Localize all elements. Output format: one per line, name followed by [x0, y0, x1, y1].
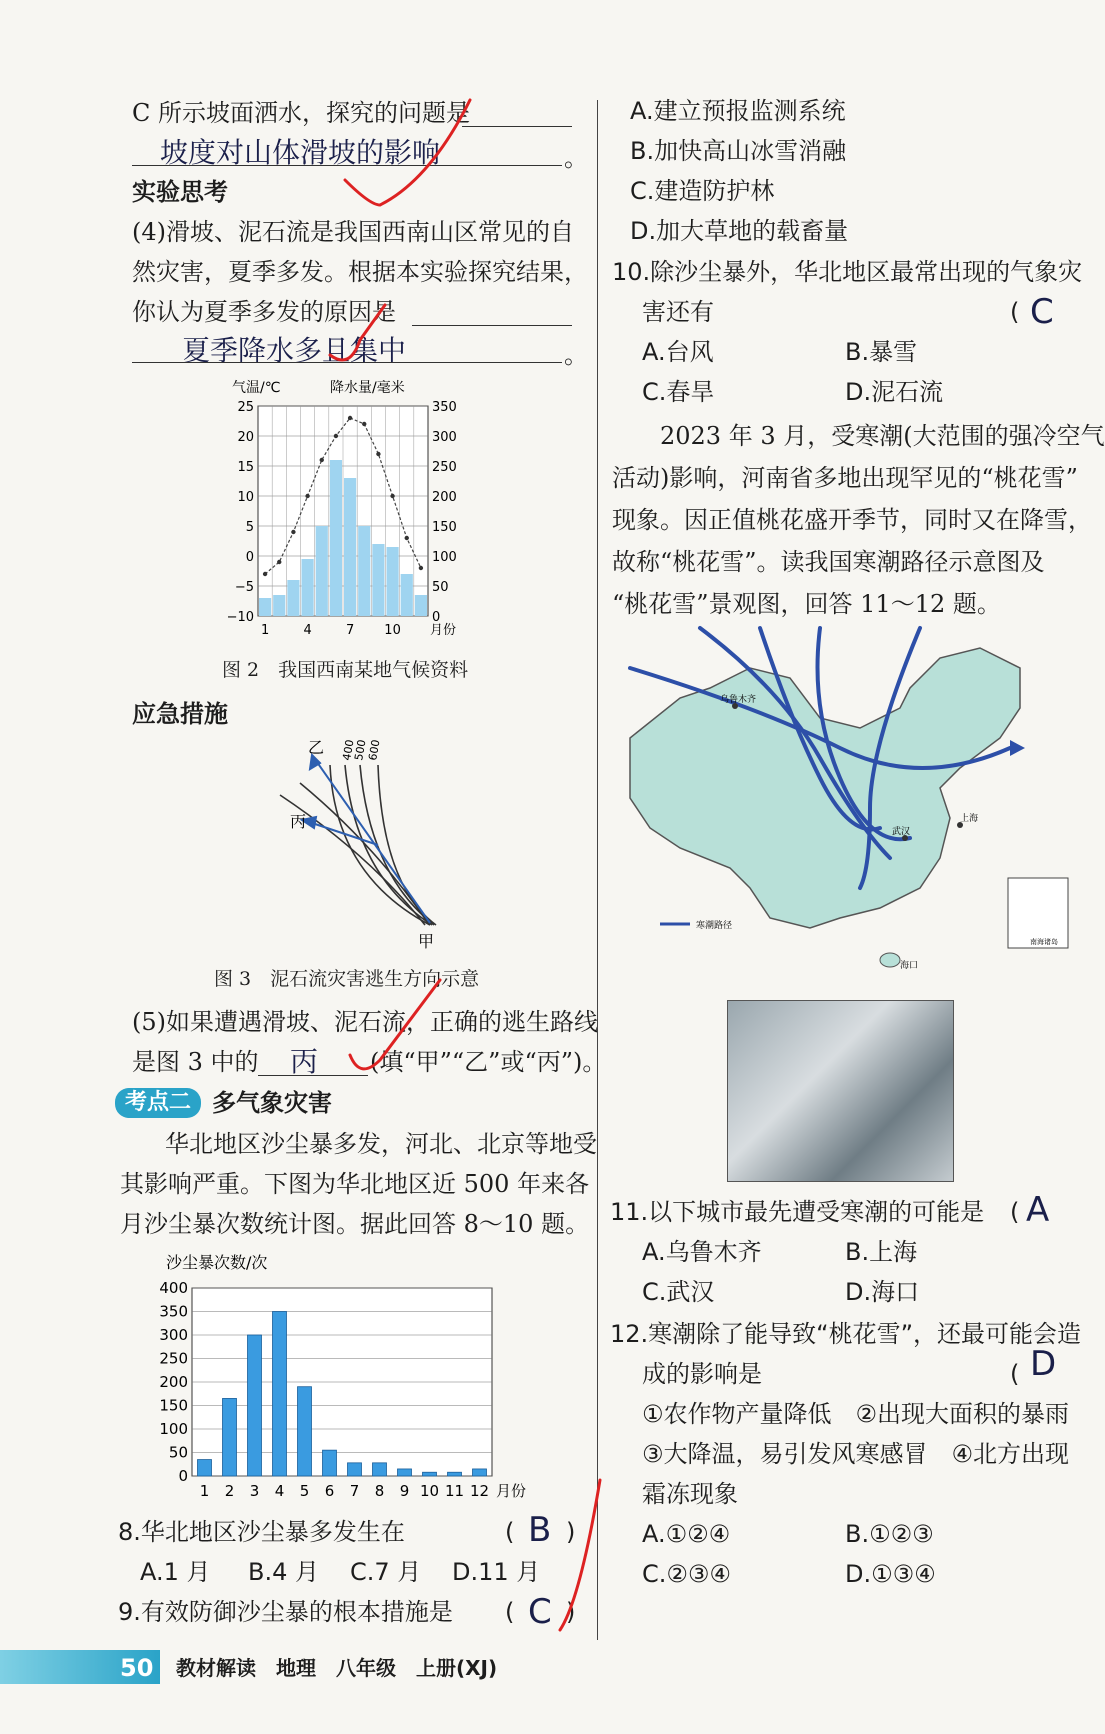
map-label-haikou: 海口: [900, 961, 919, 971]
temperature-point: [291, 530, 295, 534]
precip-bar: [344, 478, 356, 616]
temperature-point: [348, 416, 352, 420]
q5-suffix: (填“甲”“乙”或“丙”)。: [370, 1048, 607, 1076]
x-tick-label: 1: [260, 623, 270, 638]
precip-tick-label: 0: [432, 610, 441, 625]
temp-tick-label: 15: [237, 460, 254, 475]
precip-bar: [372, 544, 384, 616]
dust-bar: [373, 1463, 387, 1476]
x-tick-label: 8: [374, 1482, 385, 1500]
map-legend-label: 寒潮路径: [696, 921, 733, 931]
dust-bar: [448, 1472, 462, 1476]
column-divider: [597, 100, 598, 1640]
passage-line5: “桃花雪”景观图，回答 11～12 题。: [612, 590, 1001, 618]
y-tick-label: 0: [178, 1467, 188, 1485]
contour-line: [360, 765, 434, 925]
q12-handwritten-answer: D: [1030, 1344, 1057, 1384]
precip-axis-label: 降水量/毫米: [330, 380, 405, 396]
paren-close: ): [566, 1598, 576, 1626]
q12-items-line3: 霜冻现象: [642, 1480, 738, 1508]
temperature-point: [277, 560, 281, 564]
precip-bar: [287, 580, 299, 616]
q12-option-b: B.①②③: [845, 1520, 934, 1548]
dust-bar: [248, 1335, 262, 1476]
inset-label: 南海诸岛: [1030, 938, 1058, 946]
q11-stem: 11.以下城市最先遭受寒潮的可能是: [610, 1198, 985, 1226]
dust-bar: [348, 1463, 362, 1476]
y-tick-label: 250: [159, 1349, 188, 1368]
temp-tick-label: −10: [226, 610, 254, 625]
q4-line2: 然灾害，夏季多发。根据本实验探究结果，: [132, 258, 588, 286]
passage-line2: 活动)影响，河南省多地出现罕见的“桃花雪”: [612, 464, 1078, 492]
x-tick-label: 1: [199, 1482, 210, 1500]
peach-snow-photo: [727, 1000, 954, 1182]
temp-axis-label: 气温/℃: [232, 380, 281, 396]
x-tick-label: 6: [324, 1482, 335, 1500]
climate-chart: [226, 378, 500, 648]
x-tick-label: 2: [224, 1482, 235, 1500]
x-tick-label: 10: [419, 1482, 440, 1500]
paren-open: (: [505, 1598, 515, 1626]
q4-line1: (4)滑坡、泥石流是我国西南山区常见的自: [132, 218, 574, 246]
y-tick-label: 50: [168, 1443, 188, 1462]
precip-tick-label: 200: [432, 490, 457, 505]
precip-tick-label: 100: [432, 550, 457, 565]
passage-line3: 现象。因正值桃花盛开季节，同时又在降雪，: [612, 506, 1092, 534]
precip-bar: [273, 595, 285, 616]
x-tick-label: 4: [274, 1482, 285, 1500]
x-tick-label: 4: [303, 623, 312, 638]
dust-bar: [198, 1460, 212, 1476]
contour-label: 600: [366, 738, 383, 762]
map-label-shanghai: 上海: [960, 814, 979, 824]
map-label-urumqi: 乌鲁木齐: [720, 695, 757, 705]
x-tick-label: 10: [384, 623, 401, 638]
temp-tick-label: 20: [237, 430, 254, 445]
arrow-head: [310, 755, 320, 769]
intro-line1: 华北地区沙尘暴多发，河北、北京等地受: [165, 1130, 597, 1158]
figure3-caption: 图 3 泥石流灾害逃生方向示意: [214, 968, 480, 990]
temp-tick-label: 0: [245, 550, 254, 565]
precip-bar: [302, 559, 314, 616]
precip-bar: [259, 598, 271, 616]
x-tick-label: 11: [444, 1482, 465, 1500]
q10-option-a: A.台风: [642, 338, 714, 366]
paren-open: (: [1010, 1360, 1020, 1388]
temperature-point: [419, 566, 423, 570]
y-tick-label: 300: [159, 1326, 188, 1344]
q8-option-a: A.1 月: [140, 1558, 211, 1586]
q8-option-c: C.7 月: [350, 1558, 422, 1586]
intro-line2: 其影响严重。下图为华北地区近 500 年来各: [120, 1170, 590, 1198]
x-tick-label: 7: [349, 1482, 360, 1500]
dust-storm-chart: [150, 1250, 570, 1510]
q10-option-c: C.春旱: [642, 378, 715, 406]
section-badge: 考点二: [115, 1088, 201, 1118]
answer-line: [412, 325, 572, 326]
q8-stem: 8.华北地区沙尘暴多发生在: [118, 1518, 405, 1546]
label-bing: 丙: [290, 812, 307, 831]
y-tick-label: 200: [159, 1373, 188, 1391]
q5-handwritten-answer: 丙: [290, 1045, 319, 1078]
q9-option-c: C.建造防护林: [630, 177, 775, 205]
q12-items-line1: ①农作物产量降低 ②出现大面积的暴雨: [642, 1400, 1070, 1428]
contour-line: [378, 765, 436, 925]
paren-close: ): [566, 1518, 576, 1546]
temperature-point: [320, 458, 324, 462]
dust-bar: [473, 1469, 487, 1476]
temp-tick-label: −5: [234, 580, 254, 595]
q9-handwritten-answer: C: [528, 1592, 552, 1632]
q10-line1: 10.除沙尘暴外，华北地区最常出现的气象灾: [612, 258, 1083, 286]
y-tick-label: 350: [159, 1302, 188, 1321]
precip-bar: [330, 460, 342, 616]
q9-option-b: B.加快高山冰雪消融: [630, 137, 847, 165]
q9-option-a: A.建立预报监测系统: [630, 97, 846, 125]
contour-label: 500: [352, 738, 369, 762]
x-tick-label: 12: [469, 1482, 490, 1500]
temperature-point: [263, 572, 267, 576]
paren-open: (: [1010, 1198, 1020, 1226]
period: 。: [564, 144, 588, 172]
precip-bar: [415, 595, 427, 616]
escape-arrow-yi: [312, 755, 430, 923]
q12-line1: 12.寒潮除了能导致“桃花雪”，还最可能会造: [610, 1320, 1082, 1348]
answer-line: [132, 362, 562, 363]
q10-option-d: D.泥石流: [845, 378, 944, 406]
q10-option-b: B.暴雪: [845, 338, 918, 366]
q11-option-d: D.海口: [845, 1278, 920, 1306]
x-tick-label: 3: [249, 1482, 260, 1500]
q8-option-b: B.4 月: [248, 1558, 319, 1586]
dust-bar: [398, 1469, 412, 1476]
x-tick-label: 9: [399, 1482, 410, 1500]
precip-bar: [401, 574, 413, 616]
x-tick-label: 7: [345, 623, 355, 638]
q8-option-d: D.11 月: [452, 1558, 541, 1586]
q9-option-d: D.加大草地的载畜量: [630, 217, 849, 245]
q12-option-c: C.②③④: [642, 1560, 731, 1588]
q5-line1: (5)如果遭遇滑坡、泥石流，正确的逃生路线: [132, 1008, 598, 1036]
x-axis-label: 月份: [430, 623, 457, 638]
dust-bar: [298, 1387, 312, 1476]
q8-handwritten-answer: B: [528, 1510, 552, 1550]
temperature-point: [390, 494, 394, 498]
paren-open: (: [1010, 298, 1020, 326]
precip-tick-label: 50: [432, 580, 449, 595]
q11-handwritten-answer: A: [1026, 1190, 1050, 1230]
q3-prefix: C 所示坡面洒水，探究的问题是: [132, 99, 470, 127]
q5-prefix: 是图 3 中的: [132, 1048, 259, 1076]
passage-line1: 2023 年 3 月，受寒潮(大范围的强冷空气: [660, 422, 1105, 450]
precip-tick-label: 350: [432, 400, 457, 415]
precip-tick-label: 250: [432, 460, 457, 475]
section-title: 多气象灾害: [212, 1089, 332, 1117]
cold-wave-map: [620, 628, 1080, 988]
y-tick-label: 400: [159, 1279, 188, 1297]
precip-tick-label: 300: [432, 430, 457, 445]
answer-line: [132, 165, 562, 166]
precip-bar: [316, 526, 328, 616]
temperature-point: [405, 536, 409, 540]
escape-route-diagram: [260, 735, 460, 955]
temp-tick-label: 25: [237, 400, 254, 415]
paren-open: (: [505, 1518, 515, 1546]
hainan-island: [880, 953, 900, 967]
experiment-heading: 实验思考: [132, 178, 228, 206]
passage-line4: 故称“桃花雪”。读我国寒潮路径示意图及: [612, 548, 1045, 576]
contour-line: [300, 783, 428, 923]
q11-option-c: C.武汉: [642, 1278, 715, 1306]
q4-line3: 你认为夏季多发的原因是: [132, 298, 396, 326]
arrow-head: [1010, 740, 1025, 756]
contour-label: 400: [340, 738, 357, 762]
precip-bar: [358, 526, 370, 616]
q12-line2: 成的影响是: [642, 1360, 762, 1388]
q10-line2: 害还有: [642, 298, 714, 326]
q10-handwritten-answer: C: [1030, 292, 1054, 332]
emergency-heading: 应急措施: [132, 700, 228, 728]
page-number: 50: [120, 1654, 154, 1682]
dust-bar: [423, 1472, 437, 1476]
q11-option-b: B.上海: [845, 1238, 918, 1266]
period: 。: [564, 341, 588, 369]
temperature-point: [334, 434, 338, 438]
q12-option-a: A.①②④: [642, 1520, 731, 1548]
q9-stem: 9.有效防御沙尘暴的根本措施是: [118, 1598, 453, 1626]
q12-option-d: D.①③④: [845, 1560, 936, 1588]
temperature-point: [376, 452, 380, 456]
precip-tick-label: 150: [432, 520, 457, 535]
q12-items-line2: ③大降温，易引发风寒感冒 ④北方出现: [642, 1440, 1070, 1468]
footer-text: 教材解读 地理 八年级 上册(XJ): [176, 1656, 498, 1680]
x-axis-label: 月份: [496, 1482, 527, 1500]
q4-handwritten-answer: 夏季降水多且集中: [182, 334, 407, 367]
figure2-caption: 图 2 我国西南某地气候资料: [222, 659, 469, 681]
dust-bar: [223, 1398, 237, 1476]
temp-tick-label: 5: [245, 520, 254, 535]
label-jia: 甲: [418, 932, 435, 951]
precip-bar: [387, 547, 399, 616]
map-label-wuhan: 武汉: [892, 827, 911, 837]
y-tick-label: 100: [159, 1420, 188, 1438]
dust-bar: [273, 1312, 287, 1477]
intro-line3: 月沙尘暴次数统计图。据此回答 8～10 题。: [120, 1210, 590, 1238]
label-yi: 乙: [308, 738, 325, 757]
dust-bar: [323, 1450, 337, 1476]
x-tick-label: 5: [299, 1482, 310, 1500]
q3-handwritten-answer: 坡度对山体滑坡的影响: [160, 136, 441, 169]
answer-line: [462, 126, 572, 127]
y-tick-label: 150: [159, 1396, 188, 1415]
temp-tick-label: 10: [237, 490, 254, 505]
temperature-point: [305, 494, 309, 498]
q11-option-a: A.乌鲁木齐: [642, 1238, 762, 1266]
temperature-point: [362, 422, 366, 426]
y-axis-label: 沙尘暴次数/次: [166, 1253, 268, 1272]
